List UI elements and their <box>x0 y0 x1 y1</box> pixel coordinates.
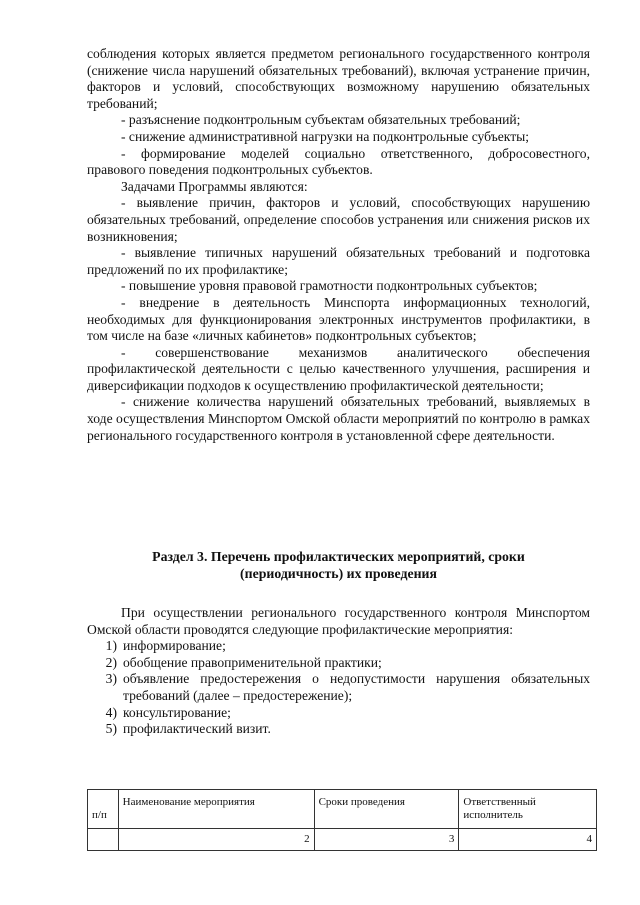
list-item <box>87 655 590 672</box>
list-item-text: консультирование; <box>123 704 231 720</box>
table-header-row <box>88 790 597 829</box>
task-item: - внедрение в деятельность Минспорта информационных технологий, необходимых для функционирования электронных инструментов профилактики, в том числе на базе «личных кабинетов» подконтрольных субъектов; <box>87 294 590 344</box>
list-item-number: 3) <box>105 671 117 687</box>
header-cell-number: п/п <box>88 790 119 829</box>
column-number-cell <box>88 829 119 851</box>
column-number-cell: 4 <box>459 829 597 851</box>
list-item-number: 4) <box>105 704 117 720</box>
header-cell-dates: Сроки проведения <box>314 790 459 829</box>
program-goals-text <box>87 46 590 444</box>
list-item-text: объявление предостережения о недопустимости нарушения обязательных требований (далее – предостережение); <box>123 671 590 703</box>
column-number-cell: 2 <box>118 829 314 851</box>
list-item <box>87 705 590 722</box>
goal-item: - снижение административной нагрузки на подконтрольные субъекты; <box>121 128 530 144</box>
task-item: - выявление типичных нарушений обязательных требований и подготовка предложений по их профилактике; <box>87 245 590 277</box>
list-item-number: 5) <box>105 721 117 737</box>
task-item: - выявление причин, факторов и условий, способствующих нарушению обязательных требований, определение способов устранения или снижения рисков их возникновения; <box>87 195 590 244</box>
goal-item: - формирование моделей социально ответственного, добросовестного, правового поведения подконтрольных субъектов. <box>87 145 590 178</box>
top-paragraph: соблюдения которых является предметом регионального государственного контроля (снижение числа нарушений обязательных требований), включая устранение причин, факторов и условий, способствующих возможному нарушению обязательных требований; <box>87 46 590 111</box>
list-item-text: обобщение правоприменительной практики; <box>123 654 382 670</box>
list-item <box>87 721 590 738</box>
task-item: - совершенствование механизмов аналитического обеспечения профилактической деятельности с целью качественного улучшения, расширения и диверсификации подходов к осуществлению профилактической деятельности; <box>87 344 590 393</box>
section-3-heading-line2: (периодичность) их проведения <box>240 566 437 581</box>
section-3-heading-line1: Раздел 3. Перечень профилактических мероприятий, сроки <box>152 549 525 564</box>
list-item-text: информирование; <box>123 638 226 654</box>
task-item: - повышение уровня правовой грамотности подконтрольных субъектов; <box>121 278 538 294</box>
goal-item: - разъяснение подконтрольным субъектам обязательных требований; <box>121 112 521 128</box>
tasks-title: Задачами Программы являются: <box>121 178 308 194</box>
list-item-number: 1) <box>105 638 117 654</box>
header-cell-responsible: Ответственный исполнитель <box>459 790 597 829</box>
list-item <box>87 671 590 704</box>
list-item <box>87 638 590 655</box>
table-row <box>88 829 597 851</box>
list-item-text: профилактический визит. <box>123 721 271 737</box>
list-item-number: 2) <box>105 654 117 670</box>
section-3-intro: При осуществлении регионального государственного контроля Минспортом Омской области проводятся следующие профилактические мероприятия: <box>87 605 590 637</box>
header-cell-activity: Наименование мероприятия <box>118 790 314 829</box>
activities-table <box>87 789 597 851</box>
column-number-cell: 3 <box>314 829 459 851</box>
task-item: - снижение количества нарушений обязательных требований, выявляемых в ходе осуществления Минспортом Омской области мероприятий по контролю в рамках регионального государственного контроля в установленной сфере деятельности. <box>87 394 590 443</box>
section-3-body <box>87 605 590 738</box>
section-3-heading <box>87 548 590 582</box>
